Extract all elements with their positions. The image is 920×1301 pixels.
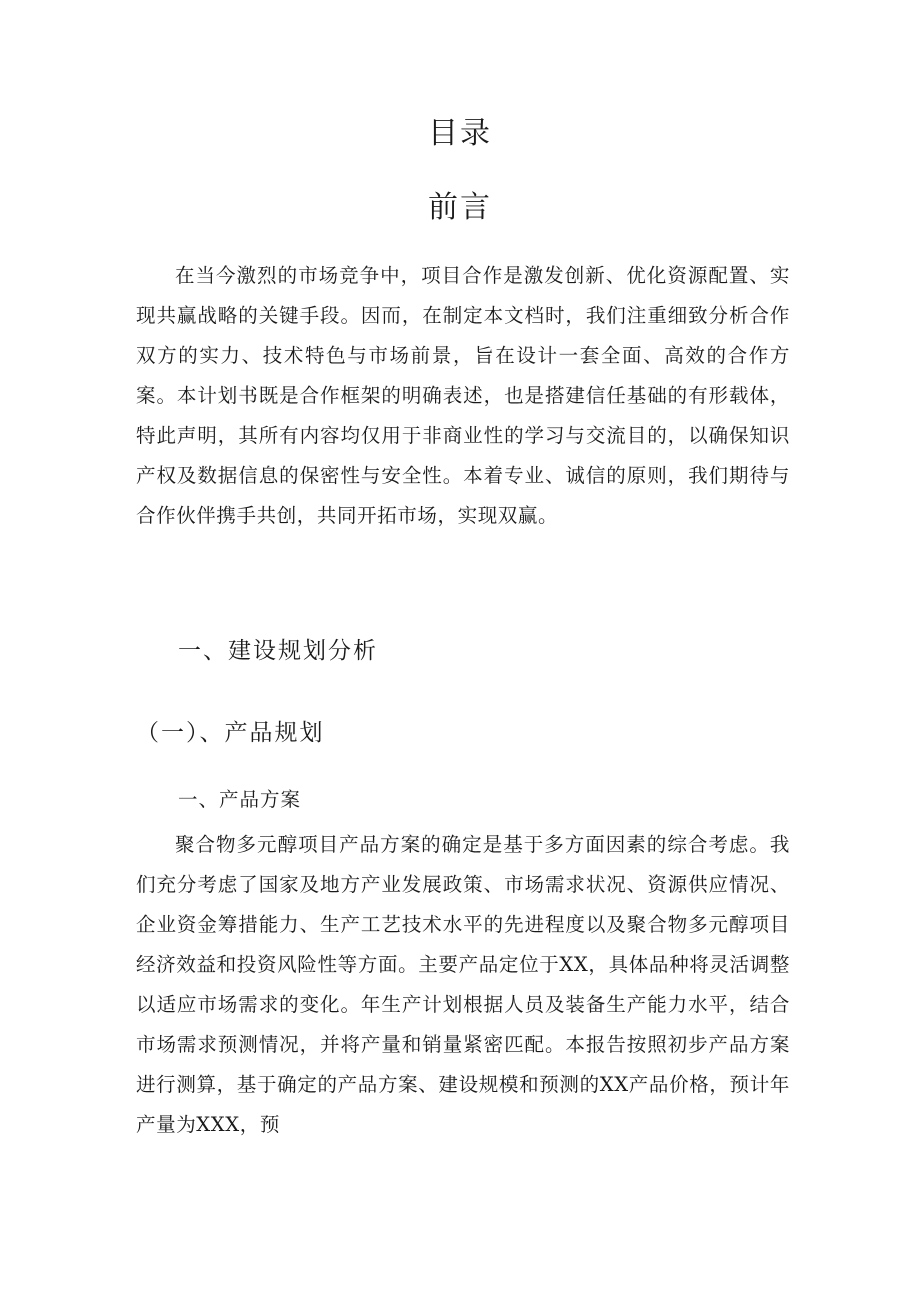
preface-title: 前言 — [428, 190, 492, 225]
subsection-heading: （一）、产品规划 — [136, 720, 325, 746]
preface-paragraph: 在当今激烈的市场竞争中，项目合作是激发创新、优化资源配置、实现共赢战略的关键手段。因而，在制定本文档时，我们注重细致分析合作双方的实力、技术特色与市场前景，旨在设计一套全面、高效的合作方案。本计划书既是合作框架的明确表述，也是搭建信任基础的有形载体，特此声明，其所有内容均仅用于非商业性的学习与交流目的，以确保知识产权及数据信息的保密性与安全性。本着专业、诚信的原则，我们期待与合作伙伴携手共创，共同开拓市场，实现双赢。 — [136, 264, 790, 527]
minor-heading: 一、产品方案 — [178, 788, 302, 811]
toc-title: 目录 — [428, 116, 492, 151]
product-paragraph: 聚合物多元醇项目产品方案的确定是基于多方面因素的综合考虑。我们充分考虑了国家及地方产业发展政策、市场需求状况、资源供应情况、企业资金筹措能力、生产工艺技术水平的先进程度以及聚合物多元醇项目经济效益和投资风险性等方面。主要产品定位于XX，具体品种将灵活调整以适应市场需求的变化。年生产计划根据人员及装备生产能力水平，结合市场需求预测情况，并将产量和销量紧密匹配。本报告按照初步产品方案进行测算，基于确定的产品方案、建设规模和预测的XX产品价格，预计年产量为XXX，预 — [136, 833, 790, 1136]
section-heading: 一、建设规划分析 — [178, 638, 378, 664]
